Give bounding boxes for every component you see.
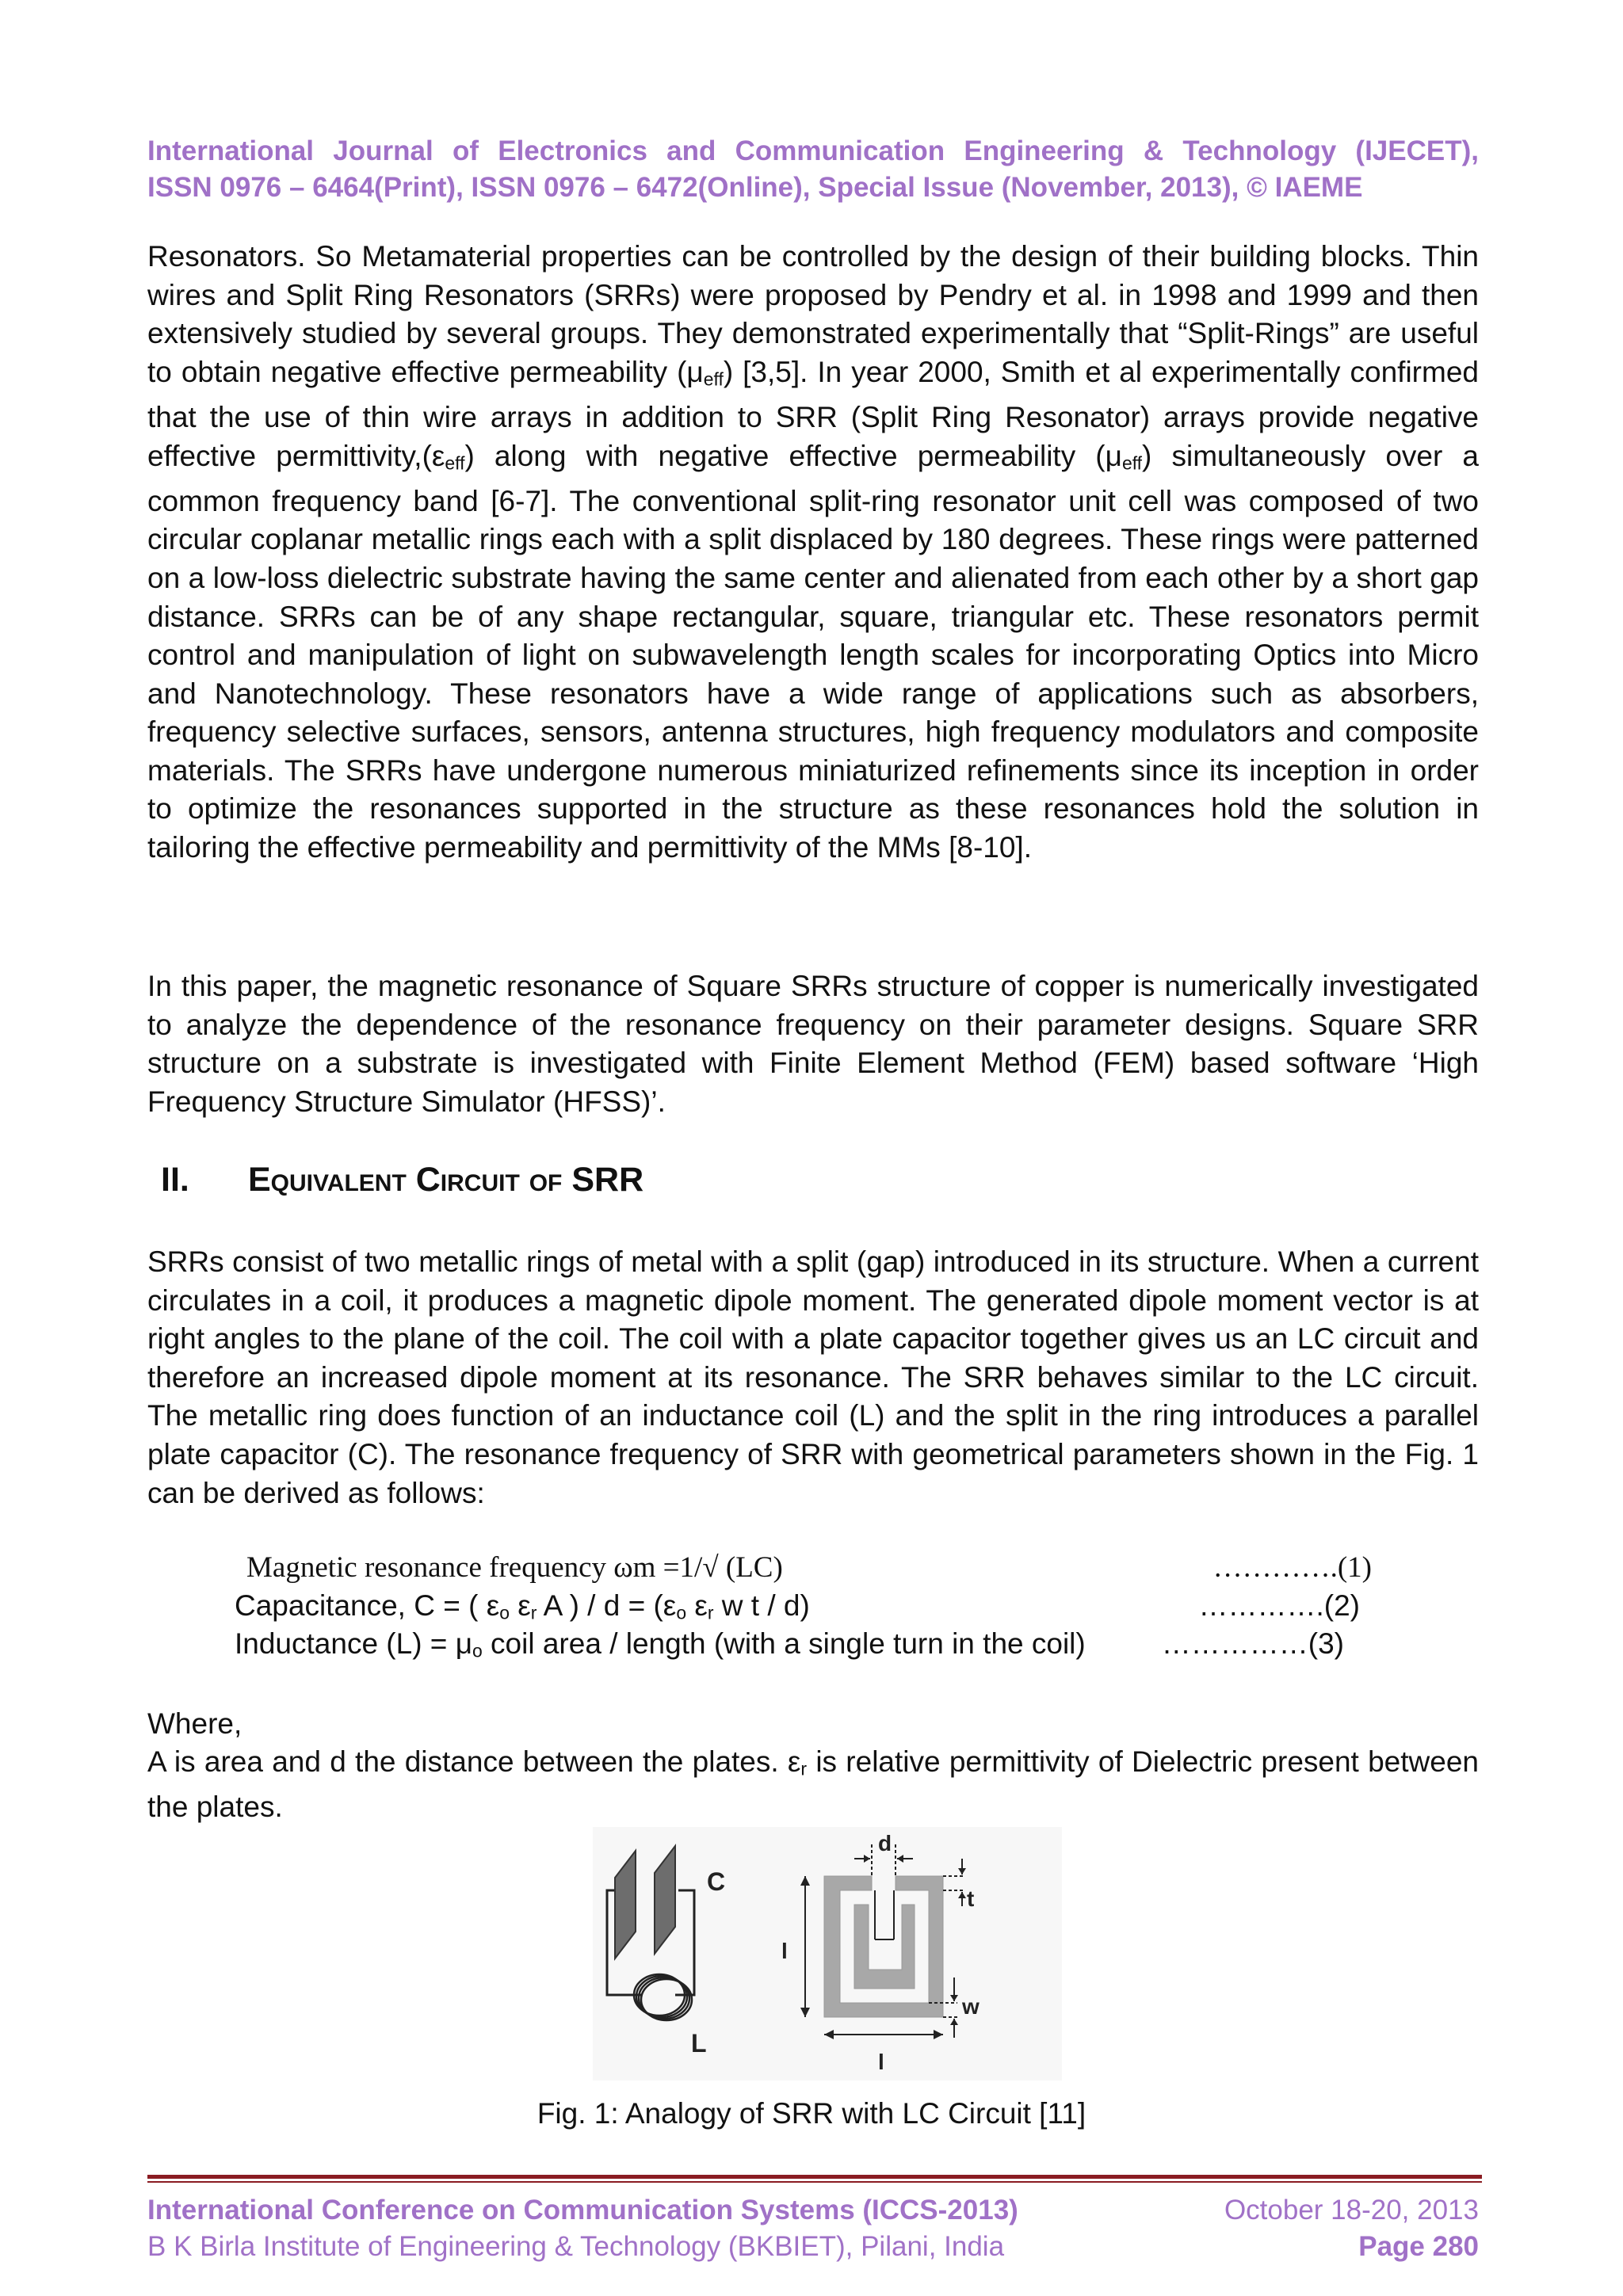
eq2-part-d: ε — [686, 1589, 708, 1622]
footer-rule-thick — [147, 2175, 1482, 2179]
header-issn: ISSN 0976 – 6464(Print), ISSN 0976 – 6472(Online), Special Issue (November, 2013), © IAEME — [147, 172, 1363, 203]
where-definitions — [147, 1705, 1479, 1826]
eq2-part-e: w t / d) — [713, 1589, 810, 1622]
footer-left — [147, 2192, 1018, 2265]
t-label: t — [967, 1886, 975, 1911]
l-horizontal-label: l — [878, 2050, 884, 2074]
where-text-2: is relative permittivity of Dielectric present between the plates. — [147, 1745, 1479, 1823]
inductor-label: L — [691, 2029, 707, 2058]
section-title: Equivalent Circuit of SRR — [248, 1161, 644, 1199]
paragraph-this-paper: In this paper, the magnetic resonance of Square SRRs structure of copper is numerically investigated to analyze the dependence of the resonance frequency on their parameter designs. Square SRR structure on a substrate is investigated with Finite Element Method (FEM) based software ‘High Frequency Structure Simulator (HFSS)’. — [147, 970, 1479, 1118]
header-journal-title: International Journal of Electronics and Communication Engineering & Technology (IJECET), — [147, 135, 1479, 166]
para1-text-1: Resonators. So Metamaterial properties can be controlled by the design of their building blocks. Thin wires and Split Ring Resonators (SRRs) were proposed by Pendry et al. in 1998 and 1999 and then extensively studied by several groups. They demonstrated experimentally that “Split-Rings” are useful to obtain negative effective permeability (μ — [147, 240, 1479, 388]
footer-rule-thin — [147, 2181, 1482, 2183]
section-heading — [161, 1161, 643, 1199]
figure-caption: Fig. 1: Analogy of SRR with LC Circuit [11] — [537, 2097, 1086, 2130]
capacitor-label: C — [707, 1867, 726, 1896]
eq2-part-c: A ) / d = (ε — [537, 1589, 677, 1622]
equation-3 — [235, 1625, 1344, 1670]
eq2-sub-3: o — [676, 1602, 687, 1623]
eq2-sub-4: r — [707, 1602, 714, 1623]
eq3-part-b: coil area / length (with a single turn in the coil) — [482, 1627, 1086, 1660]
paragraph-srr-lc: SRRs consist of two metallic rings of metal with a split (gap) introduced in its structure. When a current circulates in a coil, it produces a magnetic dipole moment. The generated dipole moment vector is at right angles to the plane of the coil. The coil with a plate capacitor together gives us an LC circuit and therefore an increased dipole moment at its resonance. The SRR behaves similar to the LC circuit. The metallic ring does function of an inductance coil (L) and the split in the ring introduces a parallel plate capacitor (C). The resonance frequency of SRR with geometrical parameters shown in the Fig. 1 can be derived as follows: — [147, 1245, 1479, 1509]
eq2-sub-2: r — [530, 1602, 537, 1623]
page-number: Page 280 — [1358, 2231, 1479, 2262]
paragraph-metamaterial-intro — [147, 238, 1479, 868]
equation-3-number: ……………(3) — [1161, 1627, 1344, 1660]
mu-eff-subscript-2: eff — [1121, 452, 1143, 474]
para1-text-2: ) [3,5]. In year 2000, Smith et al experimentally confirmed that the use of thin wire arrays in addition to SRR (Split Ring Resonator) arrays provide negative effective permittivity,(ε — [147, 355, 1479, 472]
footer-date: October 18-20, 2013 — [1224, 2195, 1479, 2225]
eq2-sub-1: o — [499, 1602, 510, 1623]
where-label: Where, — [147, 1707, 242, 1740]
para1-text-3: ) along with negative effective permeability (μ — [464, 439, 1122, 472]
eq2-part-b: ε — [510, 1589, 531, 1622]
where-text-1: A is area and d the distance between the plates. ε — [147, 1745, 801, 1778]
eq2-part-a: Capacitance, C = ( ε — [235, 1589, 500, 1622]
equation-1 — [246, 1549, 1372, 1587]
footer-right — [1224, 2192, 1479, 2265]
l-vertical-label: l — [781, 1939, 788, 1963]
section-number: II. — [161, 1161, 189, 1199]
where-text — [147, 1743, 1479, 1826]
para1-text-4: ) simultaneously over a common frequency band [6-7]. The conventional split-ring resonator unit cell was composed of two circular coplanar metallic rings each with a split displaced by 180 degrees. These rings were patterned on a low-loss dielectric substrate having the same center and alienated from each other by a short gap distance. SRRs can be of any shape rectangular, square, triangular etc. These resonators permit control and manipulation of light on subwavelength length scales for incorporating Optics into Micro and Nanotechnology. These resonators have a wide range of applications such as absorbers, frequency selective surfaces, sensors, antenna structures, high frequency modulators and composite materials. The SRRs have undergone numerous miniaturized refinements since its inception in order to optimize the resonances supported in the structure as these resonances hold the solution in tailoring the effective permeability and permittivity of the MMs [8-10]. — [147, 439, 1479, 864]
running-header — [147, 133, 1479, 206]
equation-2-number: ………….(2) — [1198, 1589, 1360, 1622]
mu-eff-subscript: eff — [703, 368, 724, 390]
eq3-sub-1: o — [472, 1640, 483, 1661]
equation-1-expression: Magnetic resonance frequency ωm =1/√ (LC) — [246, 1551, 783, 1584]
footer-conference: International Conference on Communication Systems (ICCS-2013) — [147, 2195, 1018, 2225]
equation-3-expression — [235, 1625, 1086, 1670]
d-label: d — [878, 1831, 892, 1855]
equation-1-number: ………….(1) — [1212, 1551, 1372, 1584]
figure-srr-lc-analogy — [586, 1827, 1062, 2081]
eq3-part-a: Inductance (L) = μ — [235, 1627, 473, 1660]
eps-eff-subscript: eff — [445, 452, 465, 474]
eps-r-subscript: r — [800, 1758, 808, 1779]
w-label: w — [962, 1994, 980, 2019]
footer-institute: B K Birla Institute of Engineering & Technology (BKBIET), Pilani, India — [147, 2231, 1005, 2262]
